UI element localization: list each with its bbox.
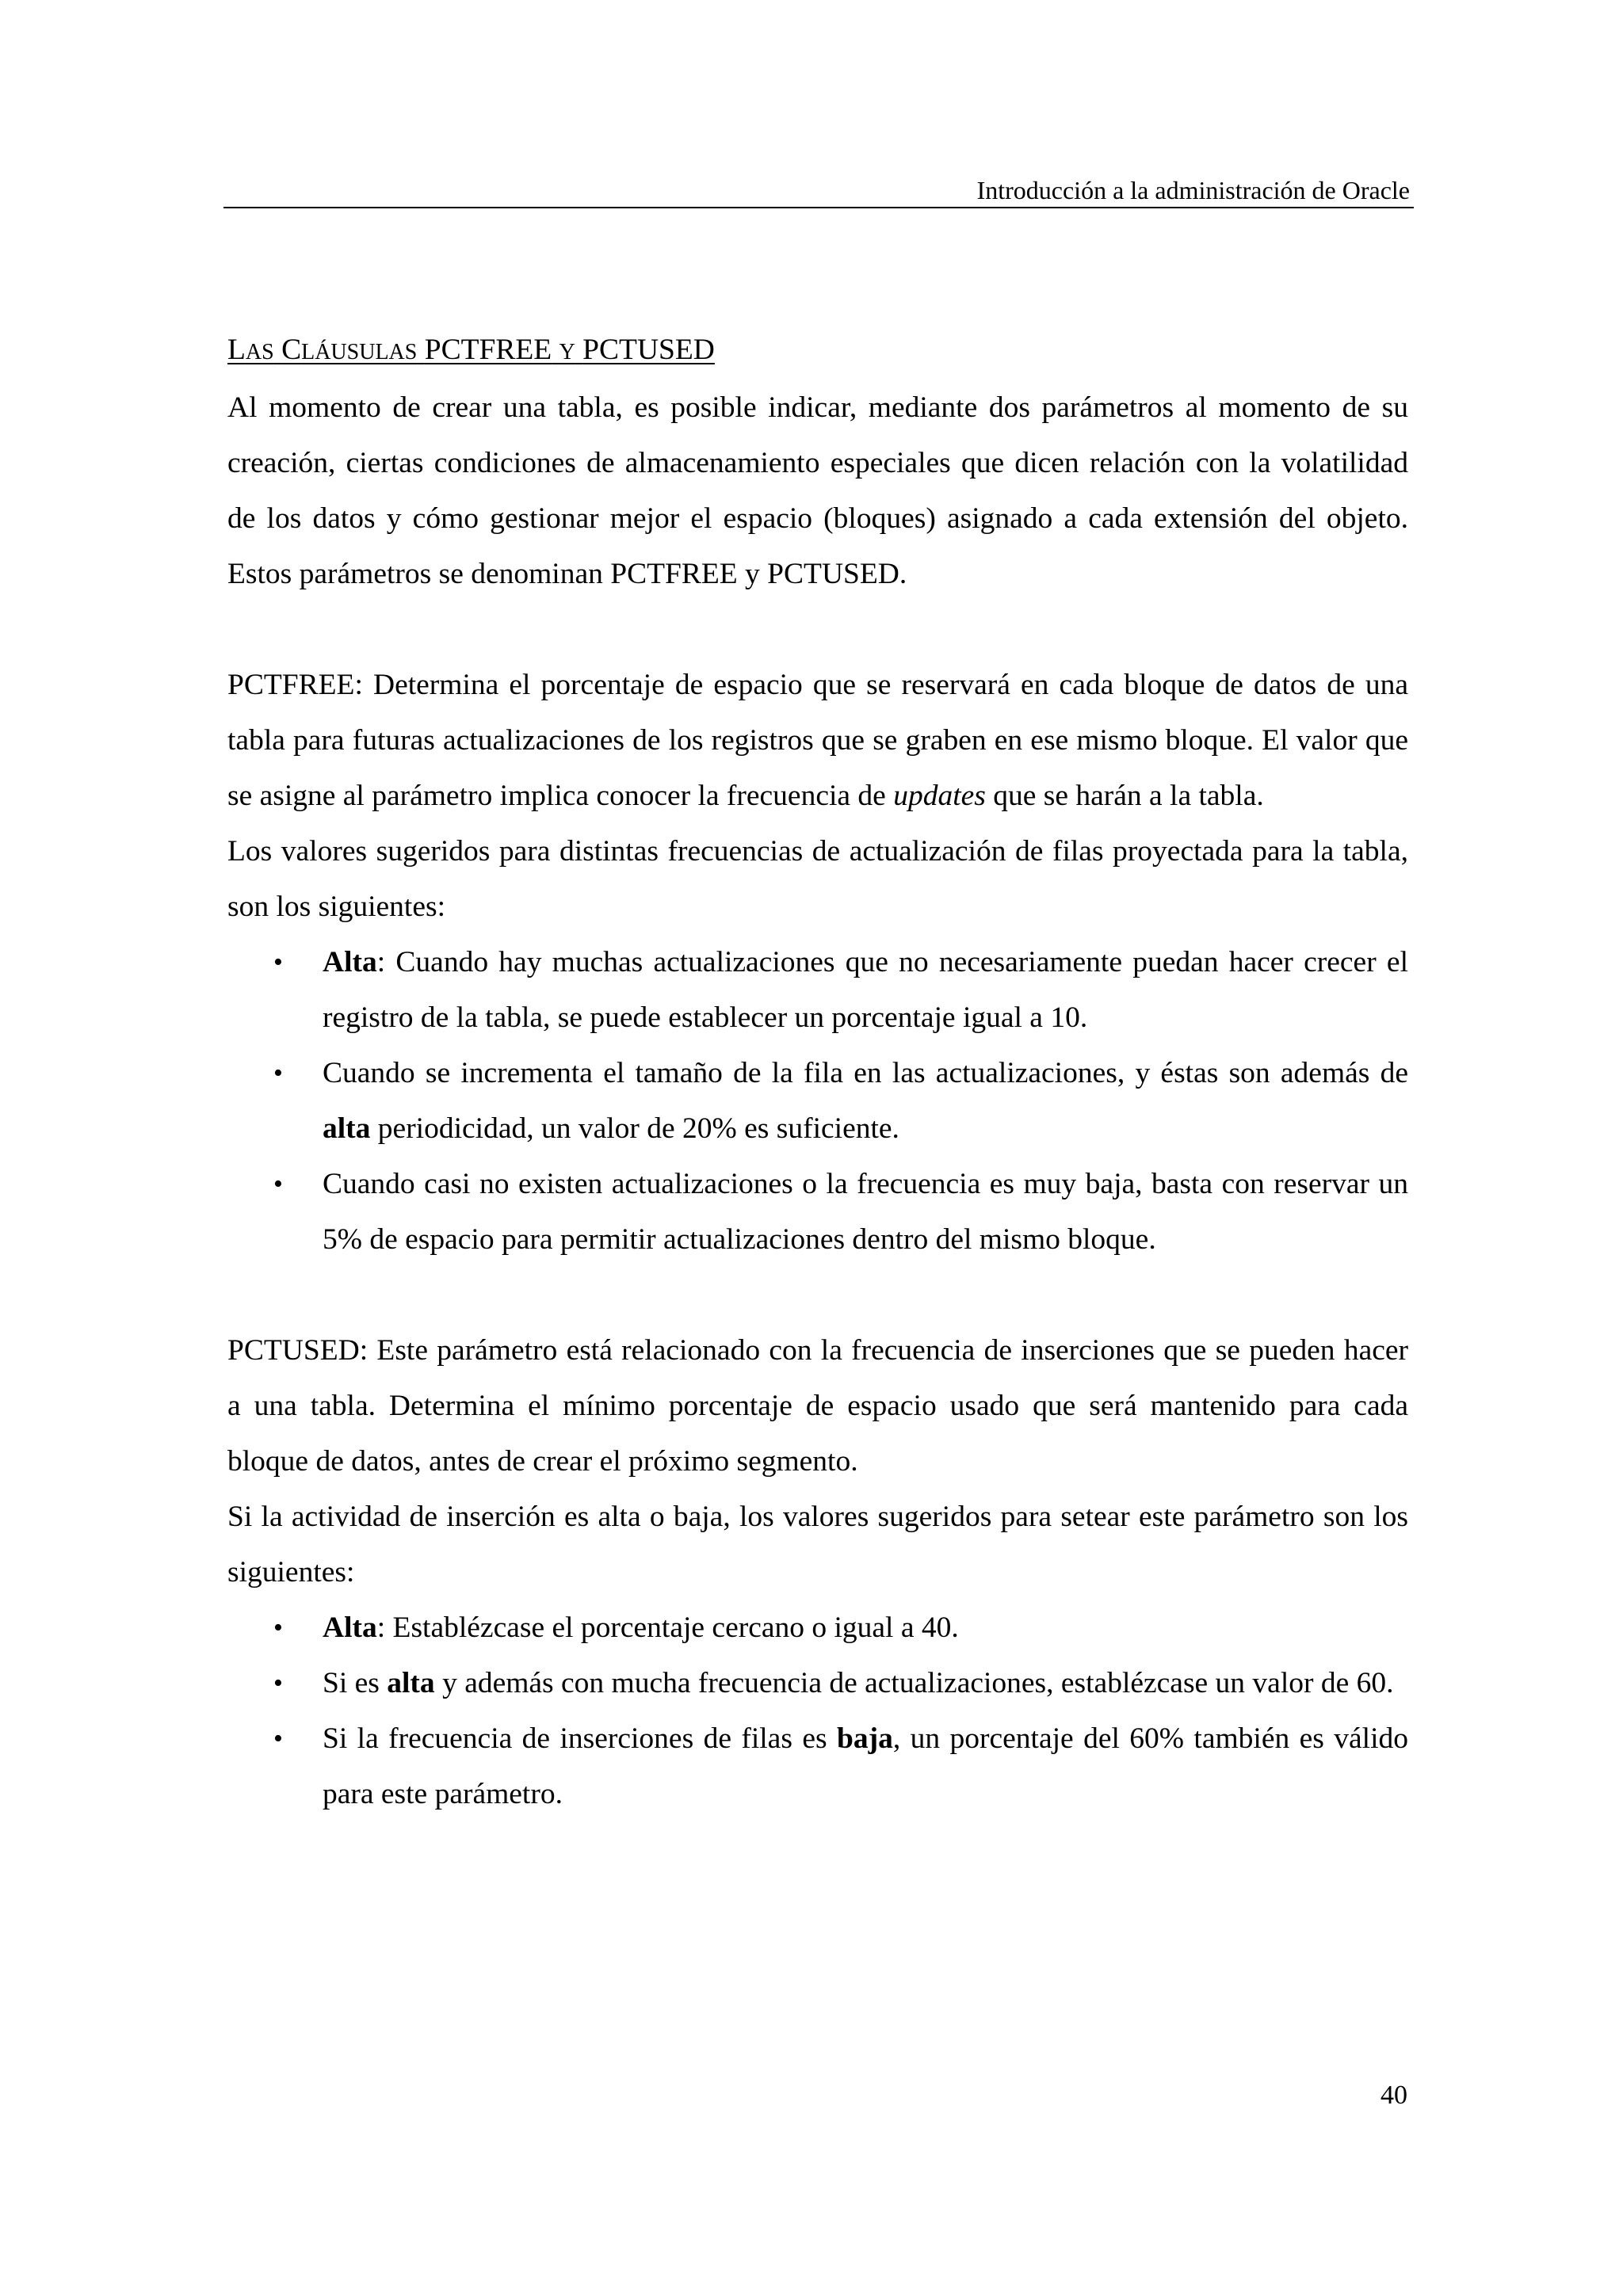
page-number: 40 [1381,2081,1407,2110]
pctused-paragraph: PCTUSED: Este parámetro está relacionado con la frecuencia de inserciones que se pueden hacer a una tabla. Determina el mínimo porcentaje de espacio usado que será mantenido para cada bloque de datos, antes de crear el próximo segmento. [227,1334,1408,1478]
pctfree-text-before: PCTFREE: Determina el porcentaje de espacio que se reservará en cada bloque de datos de una tabla para futuras actualizaciones de los registros que se graben en ese mismo bloque. El valor que se asigne al parámetro implica conocer la frecuencia de [227,669,1408,812]
list-item-text-after: , un porcentaje del 60% también es válido para este parámetro. [323,1722,1408,1810]
paragraph-gap [227,1268,1408,1323]
bullet-icon: • [273,1613,283,1642]
heading-las-initial: L [227,334,246,366]
bold-term: alta [387,1667,435,1699]
heading-y-smallcaps: Y [559,340,575,364]
heading-pctfree: PCTFREE [424,334,552,366]
heading-clausulas-initial: C [281,334,302,366]
heading-clausulas-smallcaps: LÁUSULAS [301,340,418,364]
updates-italic: updates [893,780,986,812]
heading-las-smallcaps: AS [245,340,274,364]
heading-pctused: PCTUSED [582,334,715,366]
list-item [227,1711,1408,1822]
list-item [227,1157,1408,1268]
section-heading [227,322,1408,380]
intro-paragraph: Al momento de crear una tabla, es posible indicar, mediante dos parámetros al momento de su creación, ciertas condiciones de almacenamiento especiales que dicen relación con la volatilidad de los datos y cómo gestionar mejor el espacio (bloques) asignado a cada extensión del objeto. Estos parámetros se denominan PCTFREE y PCTUSED. [227,391,1408,590]
list-item [227,1656,1408,1711]
bold-term: Alta [323,1611,377,1644]
page-body [227,322,1408,1822]
bullet-icon: • [273,1669,283,1698]
list-item-text-before: Si la frecuencia de inserciones de filas es [323,1722,837,1755]
list-item-text-after: periodicidad, un valor de 20% es suficiente. [370,1112,899,1145]
pctfree-paragraph [227,658,1408,824]
bold-term: alta [323,1112,371,1145]
bullet-icon: • [273,1169,283,1199]
list-item-text-before: Si es [323,1667,388,1699]
pctfree-text-after: que se harán a la tabla. [985,780,1264,812]
paragraph-gap [227,602,1408,658]
pctfree-bullet-list [227,935,1408,1268]
list-item-text: : Establézcase el porcentaje cercano o igual a 40. [376,1611,959,1644]
list-item-text: : Cuando hay muchas actualizaciones que no necesariamente puedan hacer crecer el registro de la tabla, se puede establecer un porcentaje igual a 10. [323,946,1408,1034]
running-header: Introducción a la administración de Oracle [976,176,1410,204]
list-item-text: Cuando casi no existen actualizaciones o la frecuencia es muy baja, basta con reservar un 5% de espacio para permitir actualizaciones dentro del mismo bloque. [323,1168,1408,1256]
bullet-icon: • [273,1724,283,1753]
list-item-text-after: y además con mucha frecuencia de actualizaciones, establézcase un valor de 60. [434,1667,1394,1699]
list-item-text-before: Cuando se incrementa el tamaño de la fila en las actualizaciones, y éstas son además de [323,1057,1408,1089]
bold-term: Alta [323,946,377,978]
bold-term: baja [836,1722,893,1755]
header-rule [223,207,1414,208]
pctused-bullet-list [227,1600,1408,1822]
list-item [227,1046,1408,1157]
pctfree-values-intro: Los valores sugeridos para distintas frecuencias de actualización de filas proyectada para la tabla, son los siguientes: [227,835,1408,923]
list-item [227,935,1408,1046]
bullet-icon: • [273,1058,283,1088]
pctused-values-intro: Si la actividad de inserción es alta o baja, los valores sugeridos para setear este parámetro son los siguientes: [227,1501,1408,1589]
list-item [227,1600,1408,1656]
bullet-icon: • [273,948,283,977]
